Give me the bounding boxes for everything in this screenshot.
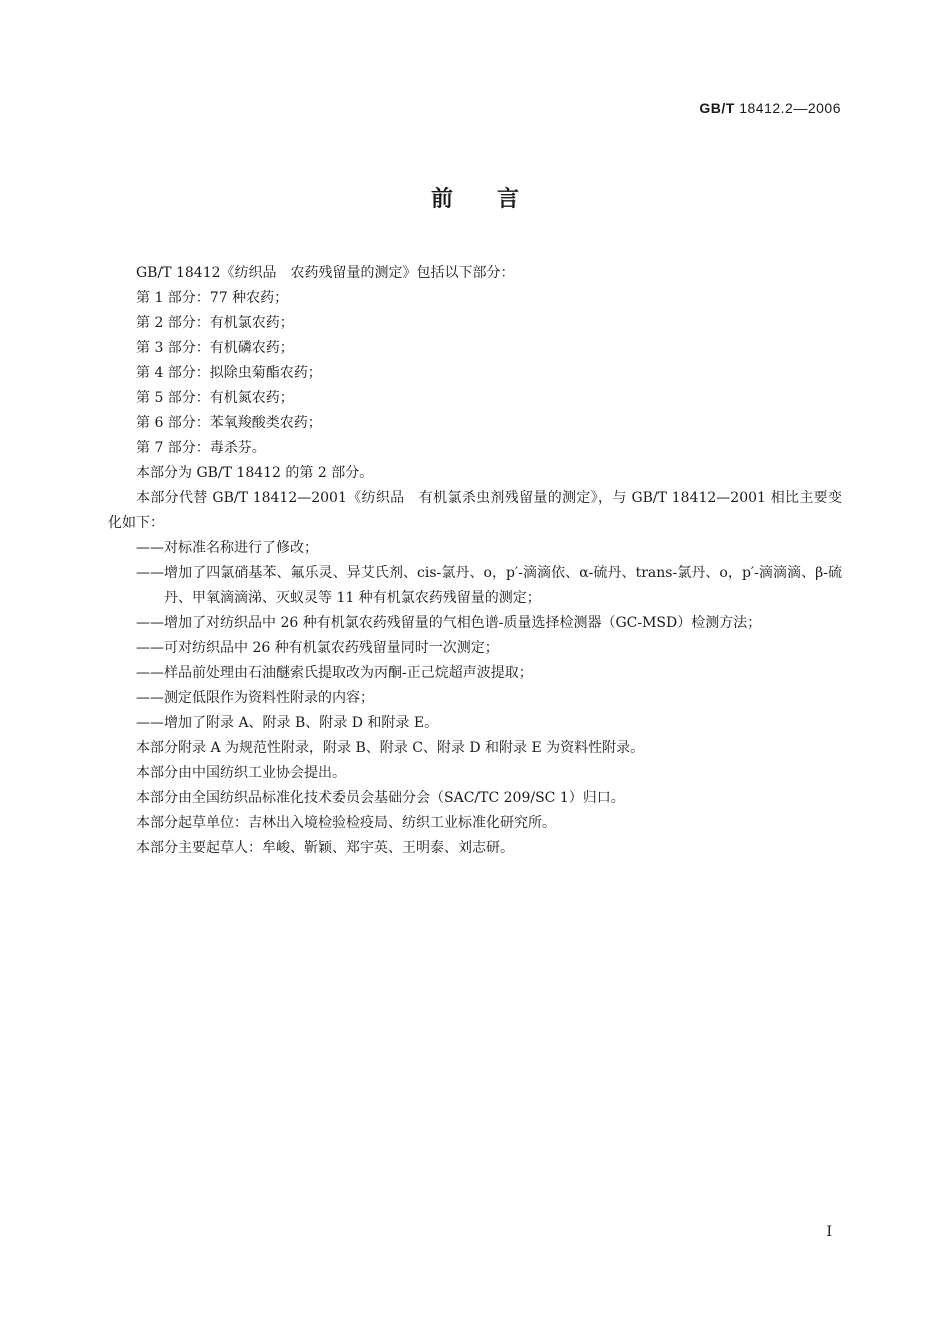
part-list-item: 第 5 部分：有机氮农药；	[136, 390, 294, 406]
change-item: ——增加了对纺织品中 26 种有机氯农药残留量的气相色谱-质量选择检测器（GC-MSD）检测方法；	[136, 615, 762, 631]
annex-statement: 本部分附录 A 为规范性附录，附录 B、附录 C、附录 D 和附录 E 为资料性附录。	[136, 740, 645, 756]
drafting-units-statement: 本部分起草单位：吉林出入境检验检疫局、纺织工业标准化研究所。	[136, 815, 556, 831]
page-title: 前言	[430, 187, 563, 212]
part-list-item: 第 6 部分：苯氧羧酸类农药；	[136, 415, 322, 431]
change-item: ——对标准名称进行了修改；	[136, 540, 318, 556]
part-list-item: 第 4 部分：拟除虫菊酯农药；	[136, 365, 322, 381]
page-number: I	[826, 1224, 832, 1240]
part-list-item: 第 1 部分：77 种农药；	[136, 290, 289, 306]
intro-paragraph: GB/T 18412《纺织品 农药残留量的测定》包括以下部分：	[136, 265, 515, 281]
change-item: ——增加了附录 A、附录 B、附录 D 和附录 E。	[136, 715, 439, 731]
change-item: ——增加了四氯硝基苯、氟乐灵、异艾氏剂、cis-氯丹、o，p′-滴滴依、α-硫丹、trans-氯丹、o，p′-滴滴滴、β-硫丹、甲氧滴滴涕、灭蚁灵等 11 种有机氯农药残留量的测定；	[136, 565, 842, 606]
part-list-item: 第 2 部分：有机氯农药；	[136, 315, 294, 331]
standard-code	[699, 100, 841, 116]
replacement-statement: 本部分代替 GB/T 18412—2001《纺织品 有机氯杀虫剂残留量的测定》，与 GB/T 18412—2001 相比主要变化如下：	[108, 490, 842, 531]
standard-number: 18412.2—2006	[739, 100, 841, 116]
part-list-item: 第 3 部分：有机磷农药；	[136, 340, 294, 356]
committee-statement: 本部分由全国纺织品标准化技术委员会基础分会（SAC/TC 209/SC 1）归口。	[136, 790, 625, 806]
change-item: ——可对纺织品中 26 种有机氯农药残留量同时一次测定；	[136, 640, 499, 656]
drafters-statement: 本部分主要起草人：牟峻、靳颖、郑宇英、王明泰、刘志研。	[136, 840, 514, 856]
document-body	[108, 261, 842, 861]
part-list-item: 第 7 部分：毒杀芬。	[136, 440, 266, 456]
standard-prefix: GB/T	[699, 100, 735, 116]
proposer-statement: 本部分由中国纺织工业协会提出。	[136, 765, 346, 781]
change-item: ——样品前处理由石油醚索氏提取改为丙酮-正己烷超声波提取；	[136, 665, 533, 681]
change-item: ——测定低限作为资料性附录的内容；	[136, 690, 374, 706]
part-statement: 本部分为 GB/T 18412 的第 2 部分。	[136, 465, 374, 481]
